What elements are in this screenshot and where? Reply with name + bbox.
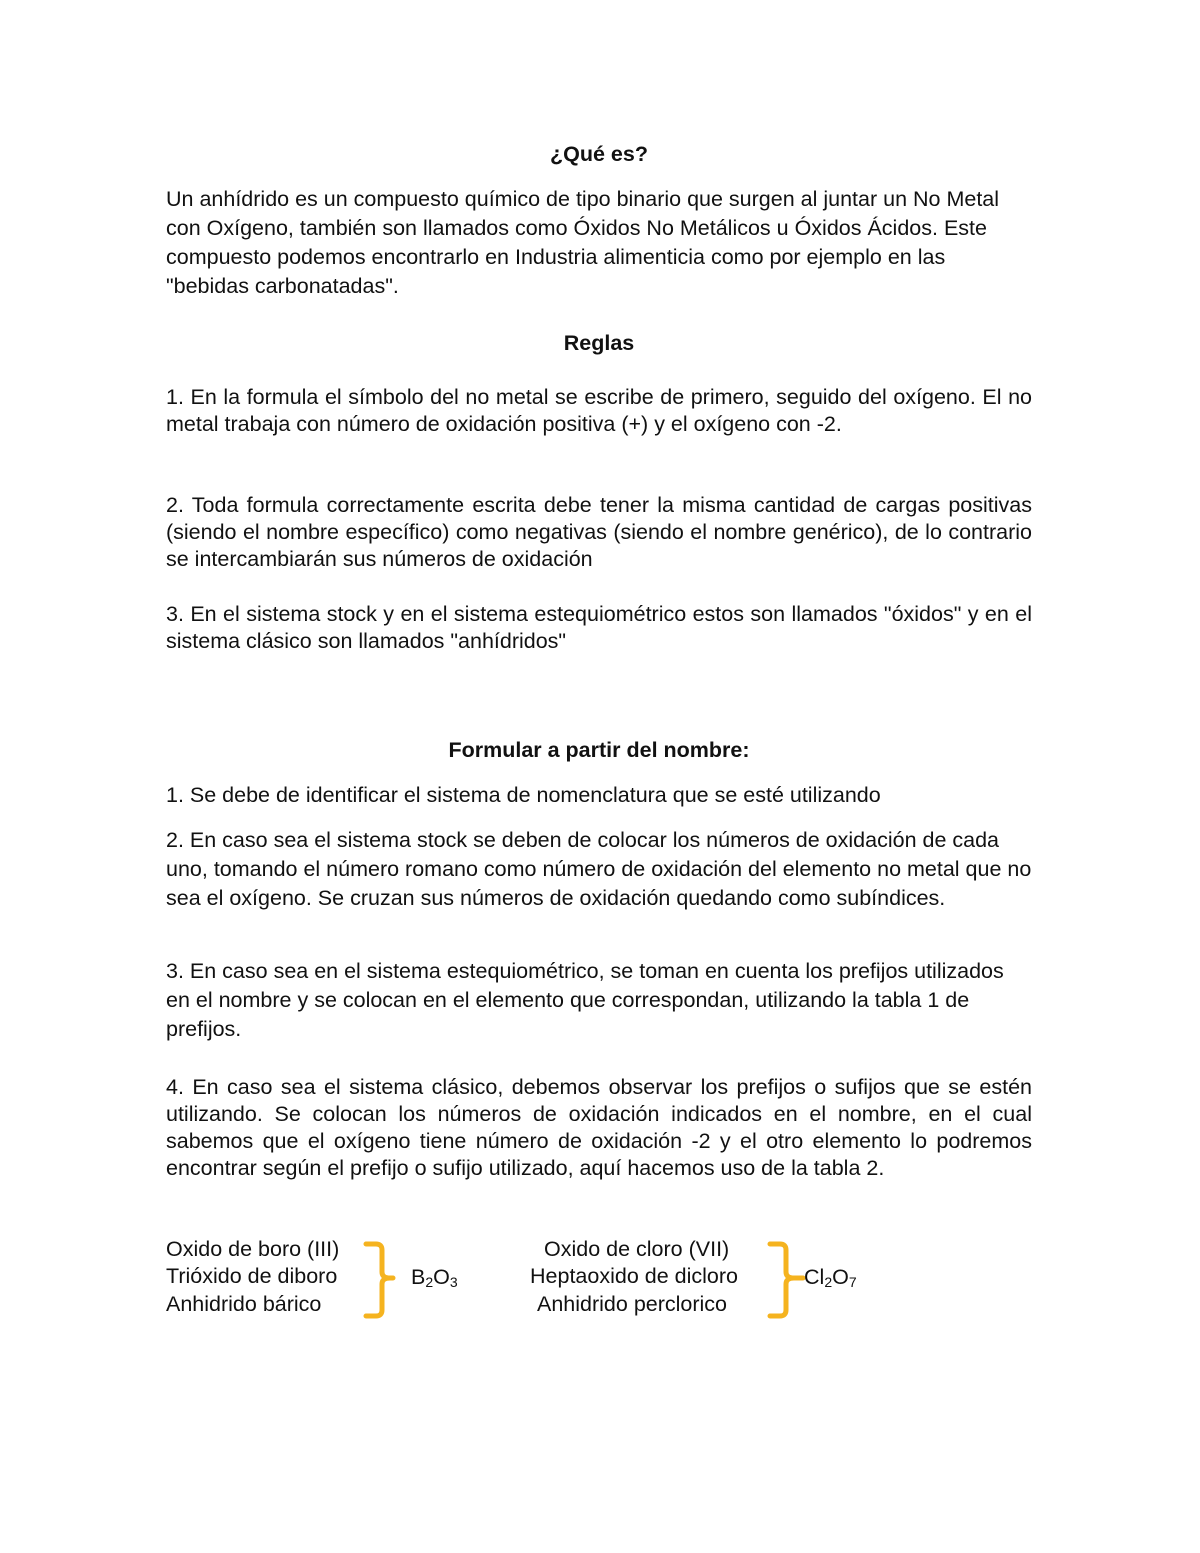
example-name: Oxido de cloro (VII)	[544, 1237, 730, 1261]
formular-2	[166, 826, 1032, 913]
formula-subscript: 3	[449, 1274, 458, 1290]
que-es-body	[166, 185, 1032, 301]
example-name: Anhidrido perclorico	[537, 1292, 728, 1316]
formular-item: 2. En caso sea el sistema stock se deben de colocar los números de oxidación de cada uno, tomando el número romano como número de oxidación del elemento no metal que no sea el oxígeno. Se cruzan sus números de oxidación quedando como subíndices.	[166, 828, 1032, 910]
regla-3	[166, 601, 1032, 655]
formular-item: 4. En caso sea el sistema clásico, debemos observar los prefijos o sufijos que se estén utilizando. Se colocan los números de oxidación indicados en el nombre, en el cual sabemos que el oxígeno tiene número de oxidación -2 y el otro elemento lo podremos encontrar según el prefijo o sufijo utilizado, aquí hacemos uso de la tabla 2.	[166, 1075, 1032, 1180]
formula-cl2o7	[804, 1264, 857, 1296]
formula-b2o3	[411, 1264, 458, 1296]
section-formular	[166, 737, 1032, 763]
formula-element: B	[411, 1265, 426, 1289]
formular-item: 1. Se debe de identificar el sistema de nomenclatura que se esté utilizando	[166, 783, 881, 807]
section-title-reglas: Reglas	[563, 331, 635, 355]
regla-item: 1. En la formula el símbolo del no metal se escribe de primero, seguido del oxígeno. El no metal trabaja con número de oxidación positiva (+) y el oxígeno con -2.	[166, 385, 1032, 436]
regla-2	[166, 492, 1032, 573]
regla-item: 2. Toda formula correctamente escrita debe tener la misma cantidad de cargas positivas (siendo el nombre específico) como negativas (siendo el nombre genérico), de lo contrario se intercambiarán sus números de oxidación	[166, 493, 1032, 571]
formula-element: O	[832, 1265, 849, 1289]
que-es-paragraph: Un anhídrido es un compuesto químico de tipo binario que surgen al juntar un No Metal con Oxígeno, también son llamados como Óxidos No Metálicos u Óxidos Ácidos. Este compuesto podemos encontrarlo en Industria alimenticia como por ejemplo en las "bebidas carbonatadas".	[166, 187, 1000, 298]
regla-1	[166, 384, 1032, 438]
formular-1	[166, 781, 1032, 810]
example-name: Oxido de boro (III)	[166, 1237, 340, 1261]
formula-element: O	[433, 1265, 450, 1289]
example-name: Anhidrido bárico	[166, 1292, 322, 1316]
section-que-es	[166, 141, 1032, 167]
regla-item: 3. En el sistema stock y en el sistema estequiométrico estos son llamados "óxidos" y en el sistema clásico son llamados "anhídridos"	[166, 602, 1032, 653]
right-curly-brace-icon	[362, 1240, 396, 1320]
formular-item: 3. En caso sea en el sistema estequiométrico, se toman en cuenta los prefijos utilizados en el nombre y se colocan en el elemento que correspondan, utilizando la tabla 1 de prefijos.	[166, 959, 1004, 1041]
right-curly-brace-icon	[766, 1240, 806, 1320]
formula-subscript: 7	[848, 1274, 857, 1290]
example-name: Heptaoxido de dicloro	[530, 1264, 738, 1288]
formular-4	[166, 1074, 1032, 1182]
section-title-que-es: ¿Qué es?	[550, 142, 648, 166]
formula-subscript: 2	[425, 1274, 434, 1290]
formula-element: Cl	[804, 1265, 825, 1289]
section-title-formular: Formular a partir del nombre:	[448, 738, 750, 762]
formular-3	[166, 957, 1032, 1044]
section-reglas	[166, 330, 1032, 356]
formula-subscript: 2	[824, 1274, 833, 1290]
example-name: Trióxido de diboro	[166, 1264, 338, 1288]
